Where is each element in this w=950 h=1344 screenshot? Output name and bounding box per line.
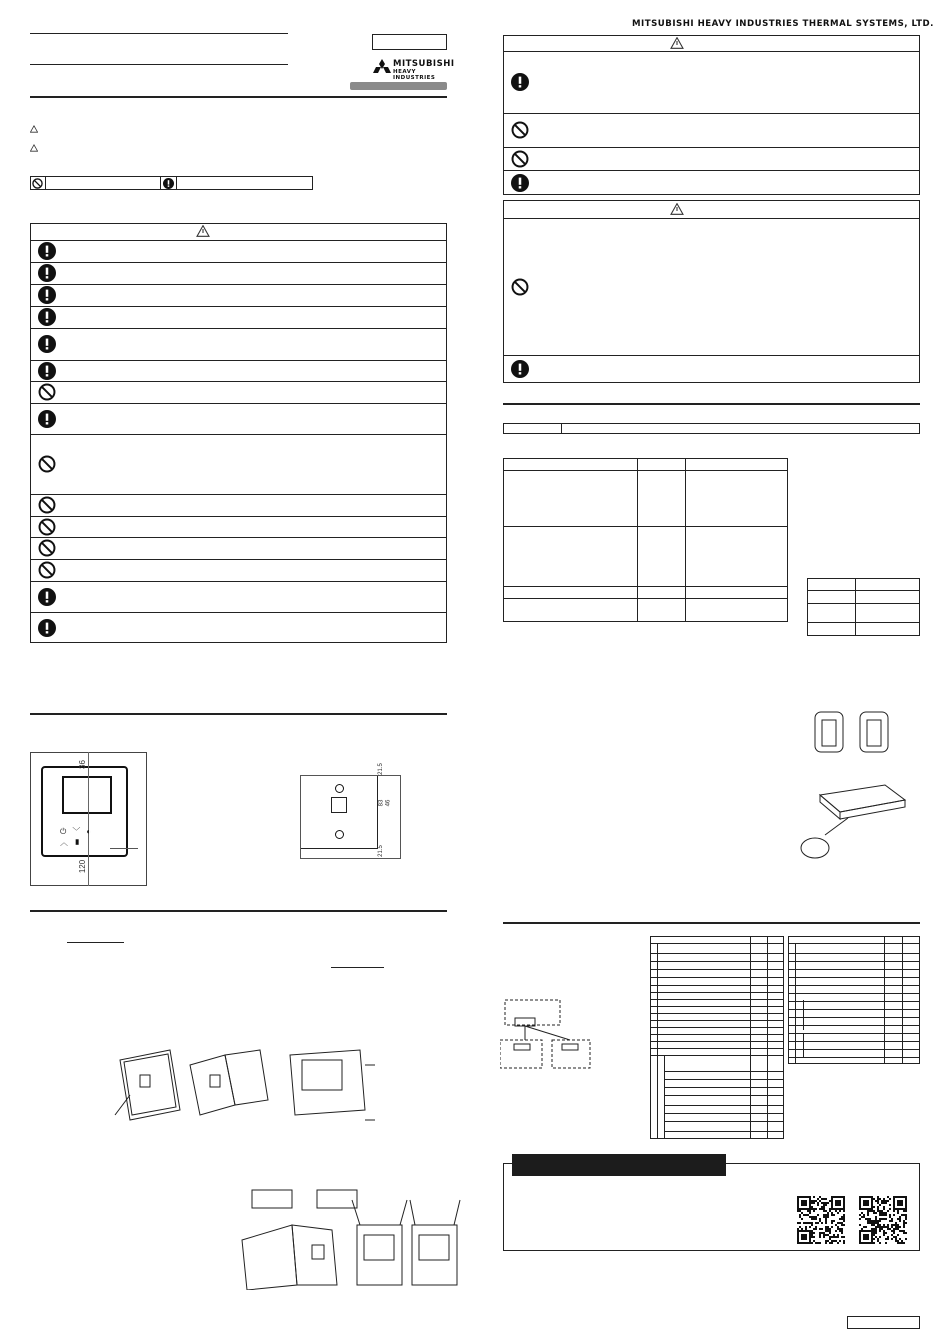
exclamation-circle-icon — [38, 588, 56, 606]
table-row — [788, 961, 920, 962]
prohibition-circle-icon — [38, 455, 56, 473]
prohibition-circle-icon — [32, 178, 43, 189]
exclamation-circle-icon — [38, 335, 56, 353]
exclamation-circle-icon — [38, 410, 56, 428]
table-col-divider — [637, 458, 638, 622]
table-row — [30, 403, 447, 404]
exclamation-circle-icon — [38, 362, 56, 380]
dip-switch-figure — [810, 710, 895, 755]
table-col-divider — [803, 1033, 804, 1058]
warning-triangle-icon — [196, 225, 210, 237]
table-col-divider — [803, 1000, 804, 1030]
table-row — [650, 1055, 784, 1056]
table-row — [664, 1095, 784, 1096]
table-row — [650, 985, 784, 986]
qr-code-2 — [859, 1196, 907, 1244]
table-row — [807, 590, 920, 591]
table-row — [30, 494, 447, 495]
table-row — [788, 969, 920, 970]
remote-screen — [62, 776, 112, 814]
title-line-1 — [30, 33, 288, 34]
installation-step-figures — [110, 1045, 380, 1130]
table-row — [788, 1009, 920, 1010]
dimension-120: 120 — [78, 859, 88, 874]
table-row — [30, 284, 447, 285]
table-row — [650, 992, 784, 993]
table-row — [503, 526, 788, 527]
qr-code-1 — [797, 1196, 845, 1244]
exclamation-circle-icon — [511, 174, 529, 192]
exclamation-circle-icon — [511, 360, 529, 378]
center-box — [331, 797, 347, 813]
table-row — [650, 969, 784, 970]
table-row — [30, 262, 447, 263]
warning-triangle-icon — [670, 37, 684, 49]
table-row — [650, 1006, 784, 1007]
screwdriver-figure — [800, 780, 910, 875]
company-logo — [372, 59, 455, 81]
small-spec-table — [807, 578, 920, 636]
table-col-divider — [795, 943, 796, 1064]
underline-2 — [331, 967, 384, 968]
table-col-divider — [902, 936, 903, 1064]
table-row — [788, 1017, 920, 1018]
table-col-divider — [685, 458, 686, 622]
center-line-vertical — [88, 752, 89, 886]
table-row — [650, 953, 784, 954]
table-row — [788, 1049, 920, 1050]
table-row — [807, 603, 920, 604]
table-row — [503, 170, 920, 171]
section-rule-top — [30, 96, 447, 98]
table-row — [788, 993, 920, 994]
table-row — [650, 1020, 784, 1021]
table-row — [664, 1071, 784, 1072]
prohibition-circle-icon — [38, 518, 56, 536]
table-row — [30, 559, 447, 560]
mount-hole-bottom — [335, 830, 344, 839]
legend-divider-1 — [45, 176, 46, 190]
table-row — [664, 1131, 784, 1132]
table-row — [503, 598, 788, 599]
warning-triangle-icon — [30, 125, 38, 133]
mode-icon: ◐ — [86, 827, 98, 836]
table-row — [30, 240, 447, 241]
prohibition-circle-icon — [38, 539, 56, 557]
table-row — [30, 328, 447, 329]
exclamation-circle-icon — [38, 286, 56, 304]
wall-mount-figures — [232, 1185, 462, 1290]
section-rule-dimensions — [30, 713, 447, 715]
model-row — [503, 423, 920, 434]
table-row — [650, 999, 784, 1000]
table-row — [503, 113, 920, 114]
exclamation-circle-icon — [38, 619, 56, 637]
table-row — [503, 470, 788, 471]
settings-table-1 — [650, 936, 784, 1139]
legend-divider-2 — [160, 176, 161, 190]
section-rule-settings — [503, 922, 920, 924]
prohibition-circle-icon — [511, 121, 529, 139]
table-row — [664, 1113, 784, 1114]
table-row — [788, 1057, 920, 1058]
table-row — [788, 1025, 920, 1026]
qr-header-bar — [512, 1154, 726, 1176]
three-diamonds-icon — [372, 59, 392, 77]
table-row — [650, 1041, 784, 1042]
qr-info-box — [503, 1163, 920, 1251]
table-col-divider — [767, 936, 768, 1139]
table-row — [30, 581, 447, 582]
table-row — [788, 985, 920, 986]
warning-triangle-icon — [670, 203, 684, 215]
table-row — [664, 1105, 784, 1106]
table-col-divider — [664, 1055, 665, 1139]
company-name: MITSUBISHI HEAVY INDUSTRIES THERMAL SYSTEMS, LTD. — [632, 19, 934, 29]
table-row — [30, 516, 447, 517]
qr-code-icon — [797, 1196, 845, 1244]
remote-button-row — [60, 826, 120, 847]
dimension-21-5b: 21.5 — [377, 845, 384, 857]
power-button-icon: ⏻ — [60, 827, 73, 836]
document-code-box — [847, 1316, 920, 1329]
table-row — [503, 355, 920, 356]
down-arrow-icon: ﹀ — [72, 827, 87, 836]
exclamation-circle-icon — [511, 73, 529, 91]
prohibition-circle-icon — [38, 561, 56, 579]
prohibition-circle-icon — [511, 150, 529, 168]
table-row — [788, 1033, 920, 1034]
section-rule-installation — [30, 910, 447, 912]
prohibition-circle-icon — [38, 496, 56, 514]
legend-divider-3 — [176, 176, 177, 190]
table-row — [30, 360, 447, 361]
model-number-box — [372, 34, 447, 50]
table-row — [788, 1001, 920, 1002]
exclamation-circle-icon — [38, 242, 56, 260]
table-row — [650, 1013, 784, 1014]
table-row — [664, 1079, 784, 1080]
title-line-2 — [30, 64, 288, 65]
dimension-36: 36 — [77, 760, 87, 769]
table-row — [788, 977, 920, 978]
warning-triangle-icon — [30, 144, 38, 152]
table-row — [503, 147, 920, 148]
table-row — [30, 612, 447, 613]
table-row — [650, 1048, 784, 1049]
mount-hole-top — [335, 784, 344, 793]
table-row — [30, 537, 447, 538]
connection-diagram — [500, 998, 592, 1070]
prohibition-circle-icon — [511, 278, 529, 296]
table-col-divider — [884, 936, 885, 1064]
table-row — [30, 306, 447, 307]
settings-table-2 — [788, 936, 920, 1064]
table-row — [503, 586, 788, 587]
exclamation-circle-icon — [163, 178, 174, 189]
underline-1 — [67, 942, 124, 943]
gray-banner — [350, 82, 447, 90]
up-arrow-icon: ︿ — [60, 838, 74, 847]
warning-table-right — [503, 35, 920, 195]
table-row — [664, 1121, 784, 1122]
table-row — [650, 1027, 784, 1028]
table-row — [30, 381, 447, 382]
table-row — [650, 1034, 784, 1035]
logo-line1: MITSUBISHI — [393, 59, 455, 69]
table-col-divider — [657, 943, 658, 1139]
table-row — [503, 218, 920, 219]
table-row — [503, 51, 920, 52]
menu-icon: ▮ — [74, 838, 87, 847]
table-row — [650, 977, 784, 978]
warning-table — [30, 223, 447, 643]
table-row — [788, 1041, 920, 1042]
table-row — [30, 434, 447, 435]
leader-line — [110, 848, 138, 849]
table-row — [788, 943, 920, 944]
exclamation-circle-icon — [38, 264, 56, 282]
table-col-divider — [750, 936, 751, 1139]
table-row — [650, 943, 784, 944]
section-rule-accessories — [503, 403, 920, 405]
table-row — [807, 622, 920, 623]
dimension-83: 83 — [378, 799, 385, 807]
qr-code-icon — [859, 1196, 907, 1244]
dimension-21-5a: 21.5 — [377, 763, 384, 775]
exclamation-circle-icon — [38, 308, 56, 326]
prohibition-circle-icon — [38, 383, 56, 401]
table-row — [664, 1087, 784, 1088]
mounting-plate-outline — [300, 775, 401, 859]
model-row-divider — [561, 423, 562, 434]
dimension-46: 46 — [385, 799, 392, 807]
table-row — [788, 953, 920, 954]
table-row — [650, 961, 784, 962]
logo-line2: HEAVY INDUSTRIES — [393, 69, 436, 81]
table-col-divider — [855, 578, 856, 636]
